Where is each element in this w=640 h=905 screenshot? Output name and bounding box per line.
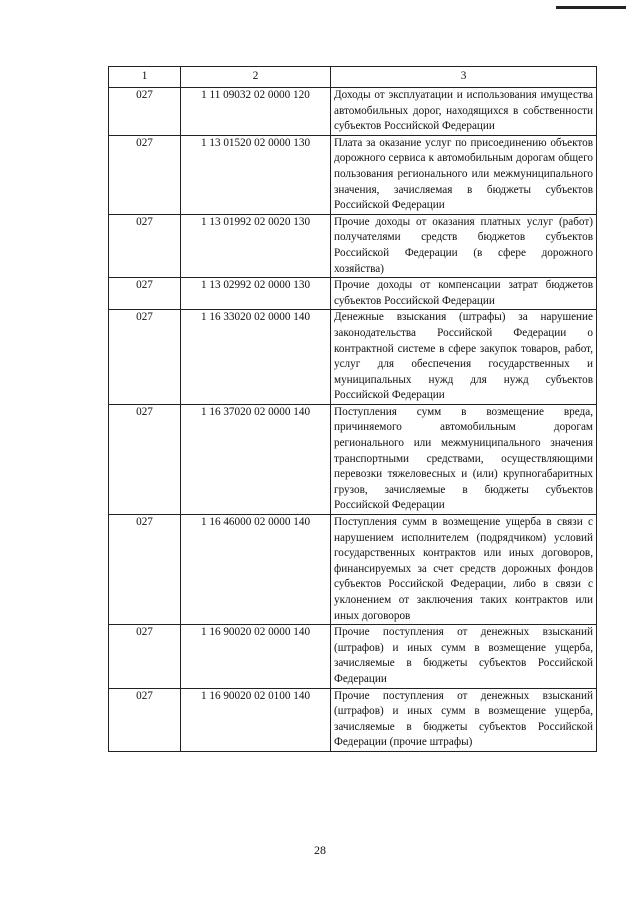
admin-code-cell: 027 <box>109 404 181 514</box>
revenue-codes-table <box>108 66 597 752</box>
description-cell: Поступления сумм в возмещение ущерба в связи с нарушением исполнителем (подрядчиком) условий государственных контрактов или иных договоров, финансируемых за счет средств дорожных фондов субъектов Российской Федерации, либо в связи с уклонением от заключения таких контрактов или иных договоров <box>331 515 597 625</box>
admin-code-cell: 027 <box>109 278 181 310</box>
table-row <box>109 278 597 310</box>
table-row <box>109 88 597 136</box>
revenue-code-cell: 1 13 01992 02 0020 130 <box>181 214 331 277</box>
revenue-code-cell: 1 11 09032 02 0000 120 <box>181 88 331 136</box>
description-cell: Доходы от эксплуатации и использования имущества автомобильных дорог, находящихся в собственности субъектов Российской Федерации <box>331 88 597 136</box>
revenue-code-cell: 1 16 90020 02 0100 140 <box>181 688 331 751</box>
revenue-code-cell: 1 16 33020 02 0000 140 <box>181 310 331 405</box>
revenue-code-cell: 1 13 02992 02 0000 130 <box>181 278 331 310</box>
admin-code-cell: 027 <box>109 88 181 136</box>
description-cell: Плата за оказание услуг по присоединению объектов дорожного сервиса к автомобильным дорогам общего пользования регионального или межмуниципального значения, зачисляемая в бюджеты субъектов Российской Федерации <box>331 135 597 214</box>
description-cell: Прочие поступления от денежных взысканий (штрафов) и иных сумм в возмещение ущерба, зачисляемые в бюджеты субъектов Российской Федерации <box>331 625 597 688</box>
admin-code-cell: 027 <box>109 214 181 277</box>
admin-code-cell: 027 <box>109 135 181 214</box>
description-cell: Денежные взыскания (штрафы) за нарушение законодательства Российской Федерации о контрактной системе в сфере закупок товаров, работ, услуг для обеспечения государственных и муниципальных нужд для нужд субъектов Российской Федерации <box>331 310 597 405</box>
header-row <box>109 67 597 88</box>
description-cell: Прочие поступления от денежных взысканий (штрафов) и иных сумм в возмещение ущерба, зачисляемые в бюджеты субъектов Российской Федерации (прочие штрафы) <box>331 688 597 751</box>
table-row <box>109 625 597 688</box>
table-row <box>109 404 597 514</box>
table-row <box>109 688 597 751</box>
revenue-code-cell: 1 16 37020 02 0000 140 <box>181 404 331 514</box>
header-col-2: 2 <box>181 67 331 88</box>
table-row <box>109 515 597 625</box>
admin-code-cell: 027 <box>109 625 181 688</box>
table-row <box>109 310 597 405</box>
admin-code-cell: 027 <box>109 310 181 405</box>
revenue-code-cell: 1 16 46000 02 0000 140 <box>181 515 331 625</box>
revenue-code-cell: 1 16 90020 02 0000 140 <box>181 625 331 688</box>
admin-code-cell: 027 <box>109 688 181 751</box>
description-cell: Прочие доходы от компенсации затрат бюджетов субъектов Российской Федерации <box>331 278 597 310</box>
scan-edge-mark <box>556 6 626 9</box>
revenue-code-cell: 1 13 01520 02 0000 130 <box>181 135 331 214</box>
admin-code-cell: 027 <box>109 515 181 625</box>
table-row <box>109 135 597 214</box>
page-number: 28 <box>314 843 326 857</box>
table-row <box>109 214 597 277</box>
header-col-1: 1 <box>109 67 181 88</box>
description-cell: Прочие доходы от оказания платных услуг (работ) получателями средств бюджетов субъектов Российской Федерации (в сфере дорожного хозяйства) <box>331 214 597 277</box>
header-col-3: 3 <box>331 67 597 88</box>
description-cell: Поступления сумм в возмещение вреда, причиняемого автомобильным дорогам регионального или межмуниципального значения транспортными средствами, осуществляющими перевозки тяжеловесных и (или) крупногабаритных грузов, зачисляемые в бюджеты субъектов Российской Федерации <box>331 404 597 514</box>
